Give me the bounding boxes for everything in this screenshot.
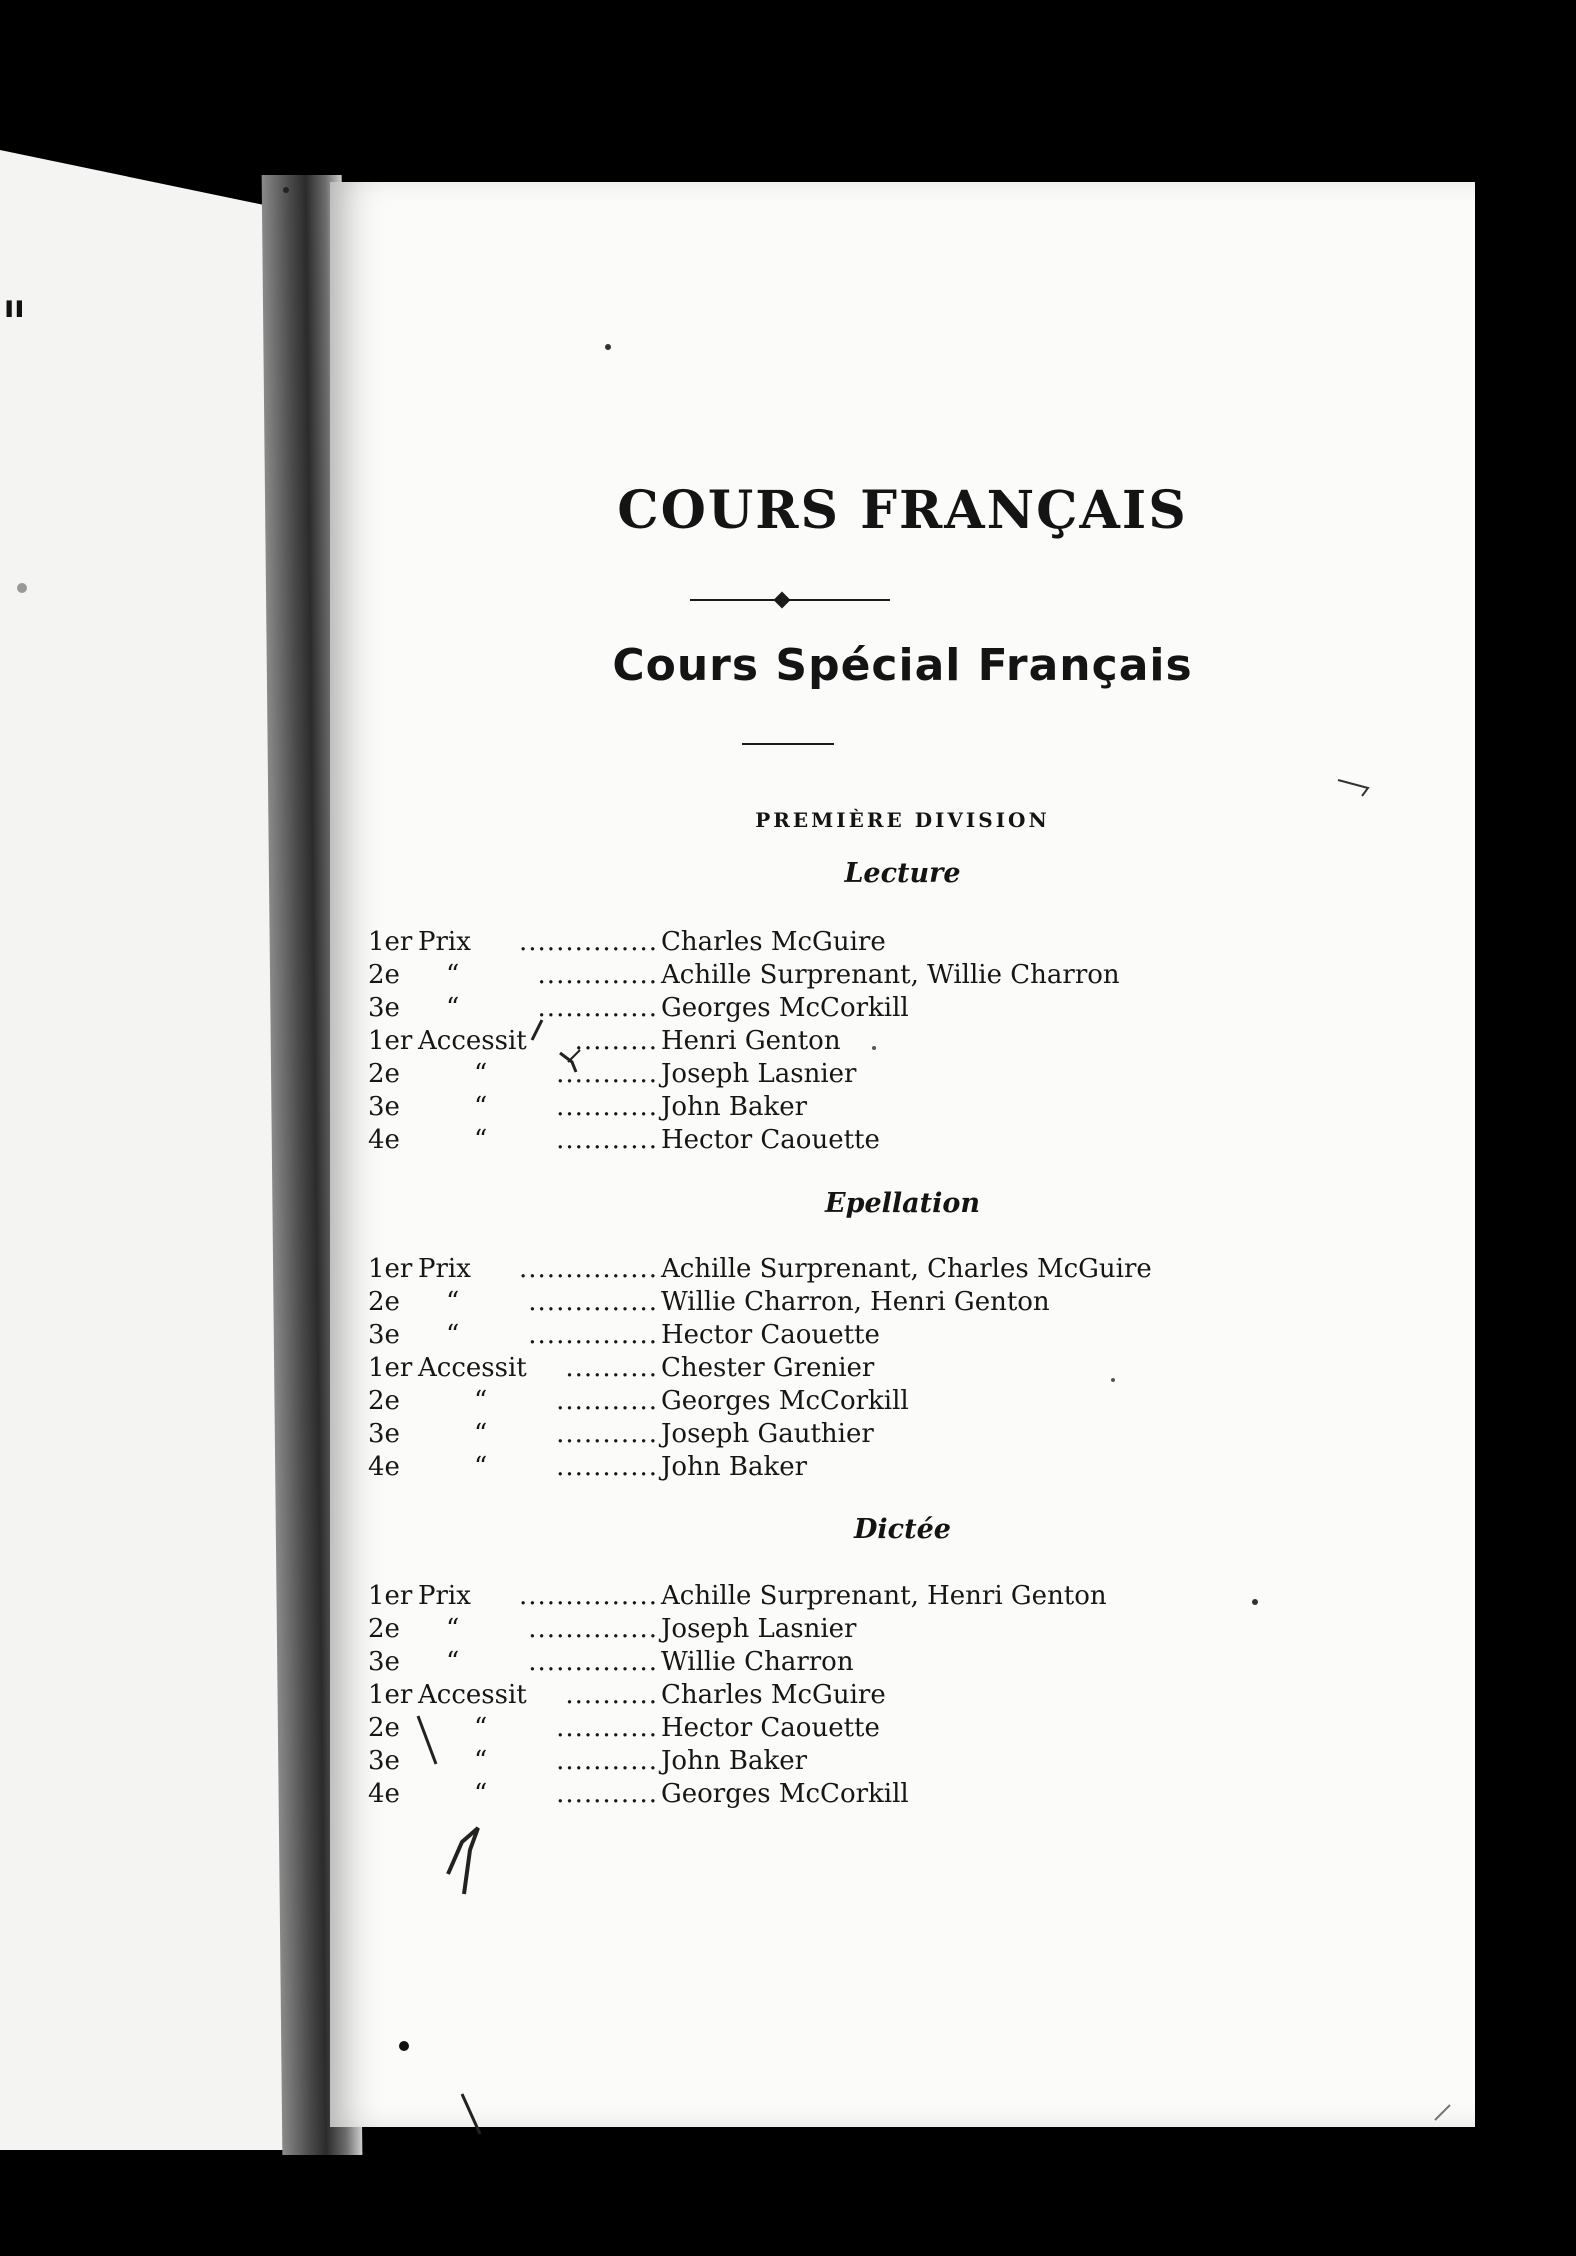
entry-leader-dots: ............... bbox=[519, 1581, 658, 1611]
entry-leader-dots: .............. bbox=[528, 1614, 658, 1644]
entry-rank: 1er bbox=[368, 1254, 413, 1284]
entry-name: Joseph Lasnier bbox=[661, 1059, 857, 1089]
list-item bbox=[368, 926, 1268, 959]
list-item bbox=[368, 1058, 1268, 1091]
entry-rank: 4e bbox=[368, 1125, 400, 1155]
entry-leader-dots: .............. bbox=[528, 1287, 658, 1317]
entry-leader-dots: ............. bbox=[537, 960, 658, 990]
entry-award: “ bbox=[474, 1419, 488, 1449]
entry-award: “ bbox=[446, 1320, 460, 1350]
page-subtitle: Cours Spécial Français bbox=[612, 640, 1193, 691]
entry-award: “ bbox=[474, 1125, 488, 1155]
entry-leader-dots: ........... bbox=[556, 1092, 658, 1122]
list-item bbox=[368, 1253, 1268, 1286]
entry-rank: 2e bbox=[368, 960, 400, 990]
entry-name: Charles McGuire bbox=[661, 1680, 886, 1710]
list-item bbox=[368, 959, 1268, 992]
entry-name: John Baker bbox=[661, 1092, 808, 1122]
entry-leader-dots: ........... bbox=[556, 1713, 658, 1743]
entry-award: “ bbox=[474, 1452, 488, 1482]
entry-rank: 1er bbox=[368, 1026, 413, 1056]
list-item bbox=[368, 1091, 1268, 1124]
section-list-dictee bbox=[368, 1580, 1268, 1811]
entry-leader-dots: ............. bbox=[537, 993, 658, 1023]
entry-leader-dots: ........... bbox=[556, 1779, 658, 1809]
page-sheet bbox=[330, 182, 1475, 2127]
list-item bbox=[368, 1613, 1268, 1646]
entry-leader-dots: ............... bbox=[519, 1254, 658, 1284]
facing-page-edge-mark: ıı bbox=[4, 290, 25, 325]
entry-leader-dots: .......... bbox=[565, 1353, 658, 1383]
list-item bbox=[368, 1712, 1268, 1745]
entry-leader-dots: ........... bbox=[556, 1386, 658, 1416]
entry-rank: 2e bbox=[368, 1059, 400, 1089]
entry-award: “ bbox=[474, 1092, 488, 1122]
entry-award: “ bbox=[474, 1713, 488, 1743]
entry-name: John Baker bbox=[661, 1746, 808, 1776]
facing-page bbox=[0, 150, 300, 2150]
entry-name: Chester Grenier bbox=[661, 1353, 875, 1383]
list-item bbox=[368, 1451, 1268, 1484]
list-item bbox=[368, 1679, 1268, 1712]
entry-award: “ bbox=[474, 1746, 488, 1776]
entry-award: “ bbox=[446, 1287, 460, 1317]
list-item bbox=[368, 1385, 1268, 1418]
entry-name: Achille Surprenant, Henri Genton bbox=[661, 1581, 1107, 1611]
subtitle-rule bbox=[742, 743, 834, 745]
entry-leader-dots: .......... bbox=[565, 1680, 658, 1710]
section-list-lecture bbox=[368, 926, 1268, 1157]
list-item bbox=[368, 1352, 1268, 1385]
entry-name: Achille Surprenant, Charles McGuire bbox=[661, 1254, 1152, 1284]
entry-award: “ bbox=[474, 1059, 488, 1089]
entry-rank: 1er bbox=[368, 1581, 413, 1611]
entry-name: John Baker bbox=[661, 1452, 808, 1482]
entry-name: Georges McCorkill bbox=[661, 1386, 909, 1416]
entry-name: Henri Genton bbox=[661, 1026, 841, 1056]
entry-leader-dots: .............. bbox=[528, 1647, 658, 1677]
entry-award: Accessit bbox=[418, 1026, 527, 1056]
entry-award: Accessit bbox=[418, 1680, 527, 1710]
title-ornament bbox=[690, 594, 890, 606]
entry-name: Joseph Gauthier bbox=[661, 1419, 874, 1449]
entry-award: “ bbox=[474, 1386, 488, 1416]
list-item bbox=[368, 1418, 1268, 1451]
entry-leader-dots: ............... bbox=[519, 927, 658, 957]
list-item bbox=[368, 1286, 1268, 1319]
entry-rank: 2e bbox=[368, 1614, 400, 1644]
entry-rank: 3e bbox=[368, 1746, 400, 1776]
entry-award: “ bbox=[474, 1779, 488, 1809]
entry-name: Willie Charron, Henri Genton bbox=[661, 1287, 1050, 1317]
entry-award: “ bbox=[446, 960, 460, 990]
list-item bbox=[368, 1745, 1268, 1778]
entry-award: Prix bbox=[418, 927, 471, 957]
entry-rank: 4e bbox=[368, 1452, 400, 1482]
entry-award: “ bbox=[446, 993, 460, 1023]
entry-rank: 2e bbox=[368, 1713, 400, 1743]
entry-rank: 1er bbox=[368, 1353, 413, 1383]
entry-name: Hector Caouette bbox=[661, 1320, 880, 1350]
list-item bbox=[368, 1025, 1268, 1058]
entry-name: Hector Caouette bbox=[661, 1713, 880, 1743]
entry-name: Charles McGuire bbox=[661, 927, 886, 957]
entry-rank: 4e bbox=[368, 1779, 400, 1809]
page-title: COURS FRANÇAIS bbox=[617, 480, 1188, 541]
entry-award: “ bbox=[446, 1614, 460, 1644]
entry-name: Georges McCorkill bbox=[661, 993, 909, 1023]
entry-leader-dots: ........... bbox=[556, 1452, 658, 1482]
entry-leader-dots: ........... bbox=[556, 1059, 658, 1089]
entry-rank: 1er bbox=[368, 1680, 413, 1710]
section-title-lecture: Lecture bbox=[844, 858, 961, 889]
division-heading: PREMIÈRE DIVISION bbox=[755, 808, 1050, 832]
entry-award: Prix bbox=[418, 1581, 471, 1611]
entry-leader-dots: .............. bbox=[528, 1320, 658, 1350]
entry-rank: 2e bbox=[368, 1287, 400, 1317]
entry-name: Georges McCorkill bbox=[661, 1779, 909, 1809]
entry-rank: 3e bbox=[368, 993, 400, 1023]
section-list-epellation bbox=[368, 1253, 1268, 1484]
list-item bbox=[368, 1580, 1268, 1613]
entry-leader-dots: ........... bbox=[556, 1419, 658, 1449]
entry-leader-dots: ........... bbox=[556, 1125, 658, 1155]
entry-award: Accessit bbox=[418, 1353, 527, 1383]
entry-rank: 1er bbox=[368, 927, 413, 957]
list-item bbox=[368, 1319, 1268, 1352]
list-item bbox=[368, 992, 1268, 1025]
list-item bbox=[368, 1124, 1268, 1157]
ornament-diamond bbox=[774, 592, 791, 609]
entry-rank: 2e bbox=[368, 1386, 400, 1416]
entry-rank: 3e bbox=[368, 1647, 400, 1677]
entry-award: “ bbox=[446, 1647, 460, 1677]
entry-leader-dots: ......... bbox=[574, 1026, 658, 1056]
list-item bbox=[368, 1646, 1268, 1679]
section-title-epellation: Epellation bbox=[824, 1188, 980, 1219]
list-item bbox=[368, 1778, 1268, 1811]
entry-award: Prix bbox=[418, 1254, 471, 1284]
entry-rank: 3e bbox=[368, 1320, 400, 1350]
entry-name: Hector Caouette bbox=[661, 1125, 880, 1155]
entry-name: Willie Charron bbox=[661, 1647, 854, 1677]
entry-name: Achille Surprenant, Willie Charron bbox=[661, 960, 1120, 990]
entry-name: Joseph Lasnier bbox=[661, 1614, 857, 1644]
entry-rank: 3e bbox=[368, 1092, 400, 1122]
entry-rank: 3e bbox=[368, 1419, 400, 1449]
entry-leader-dots: ........... bbox=[556, 1746, 658, 1776]
section-title-dictee: Dictée bbox=[854, 1514, 951, 1545]
